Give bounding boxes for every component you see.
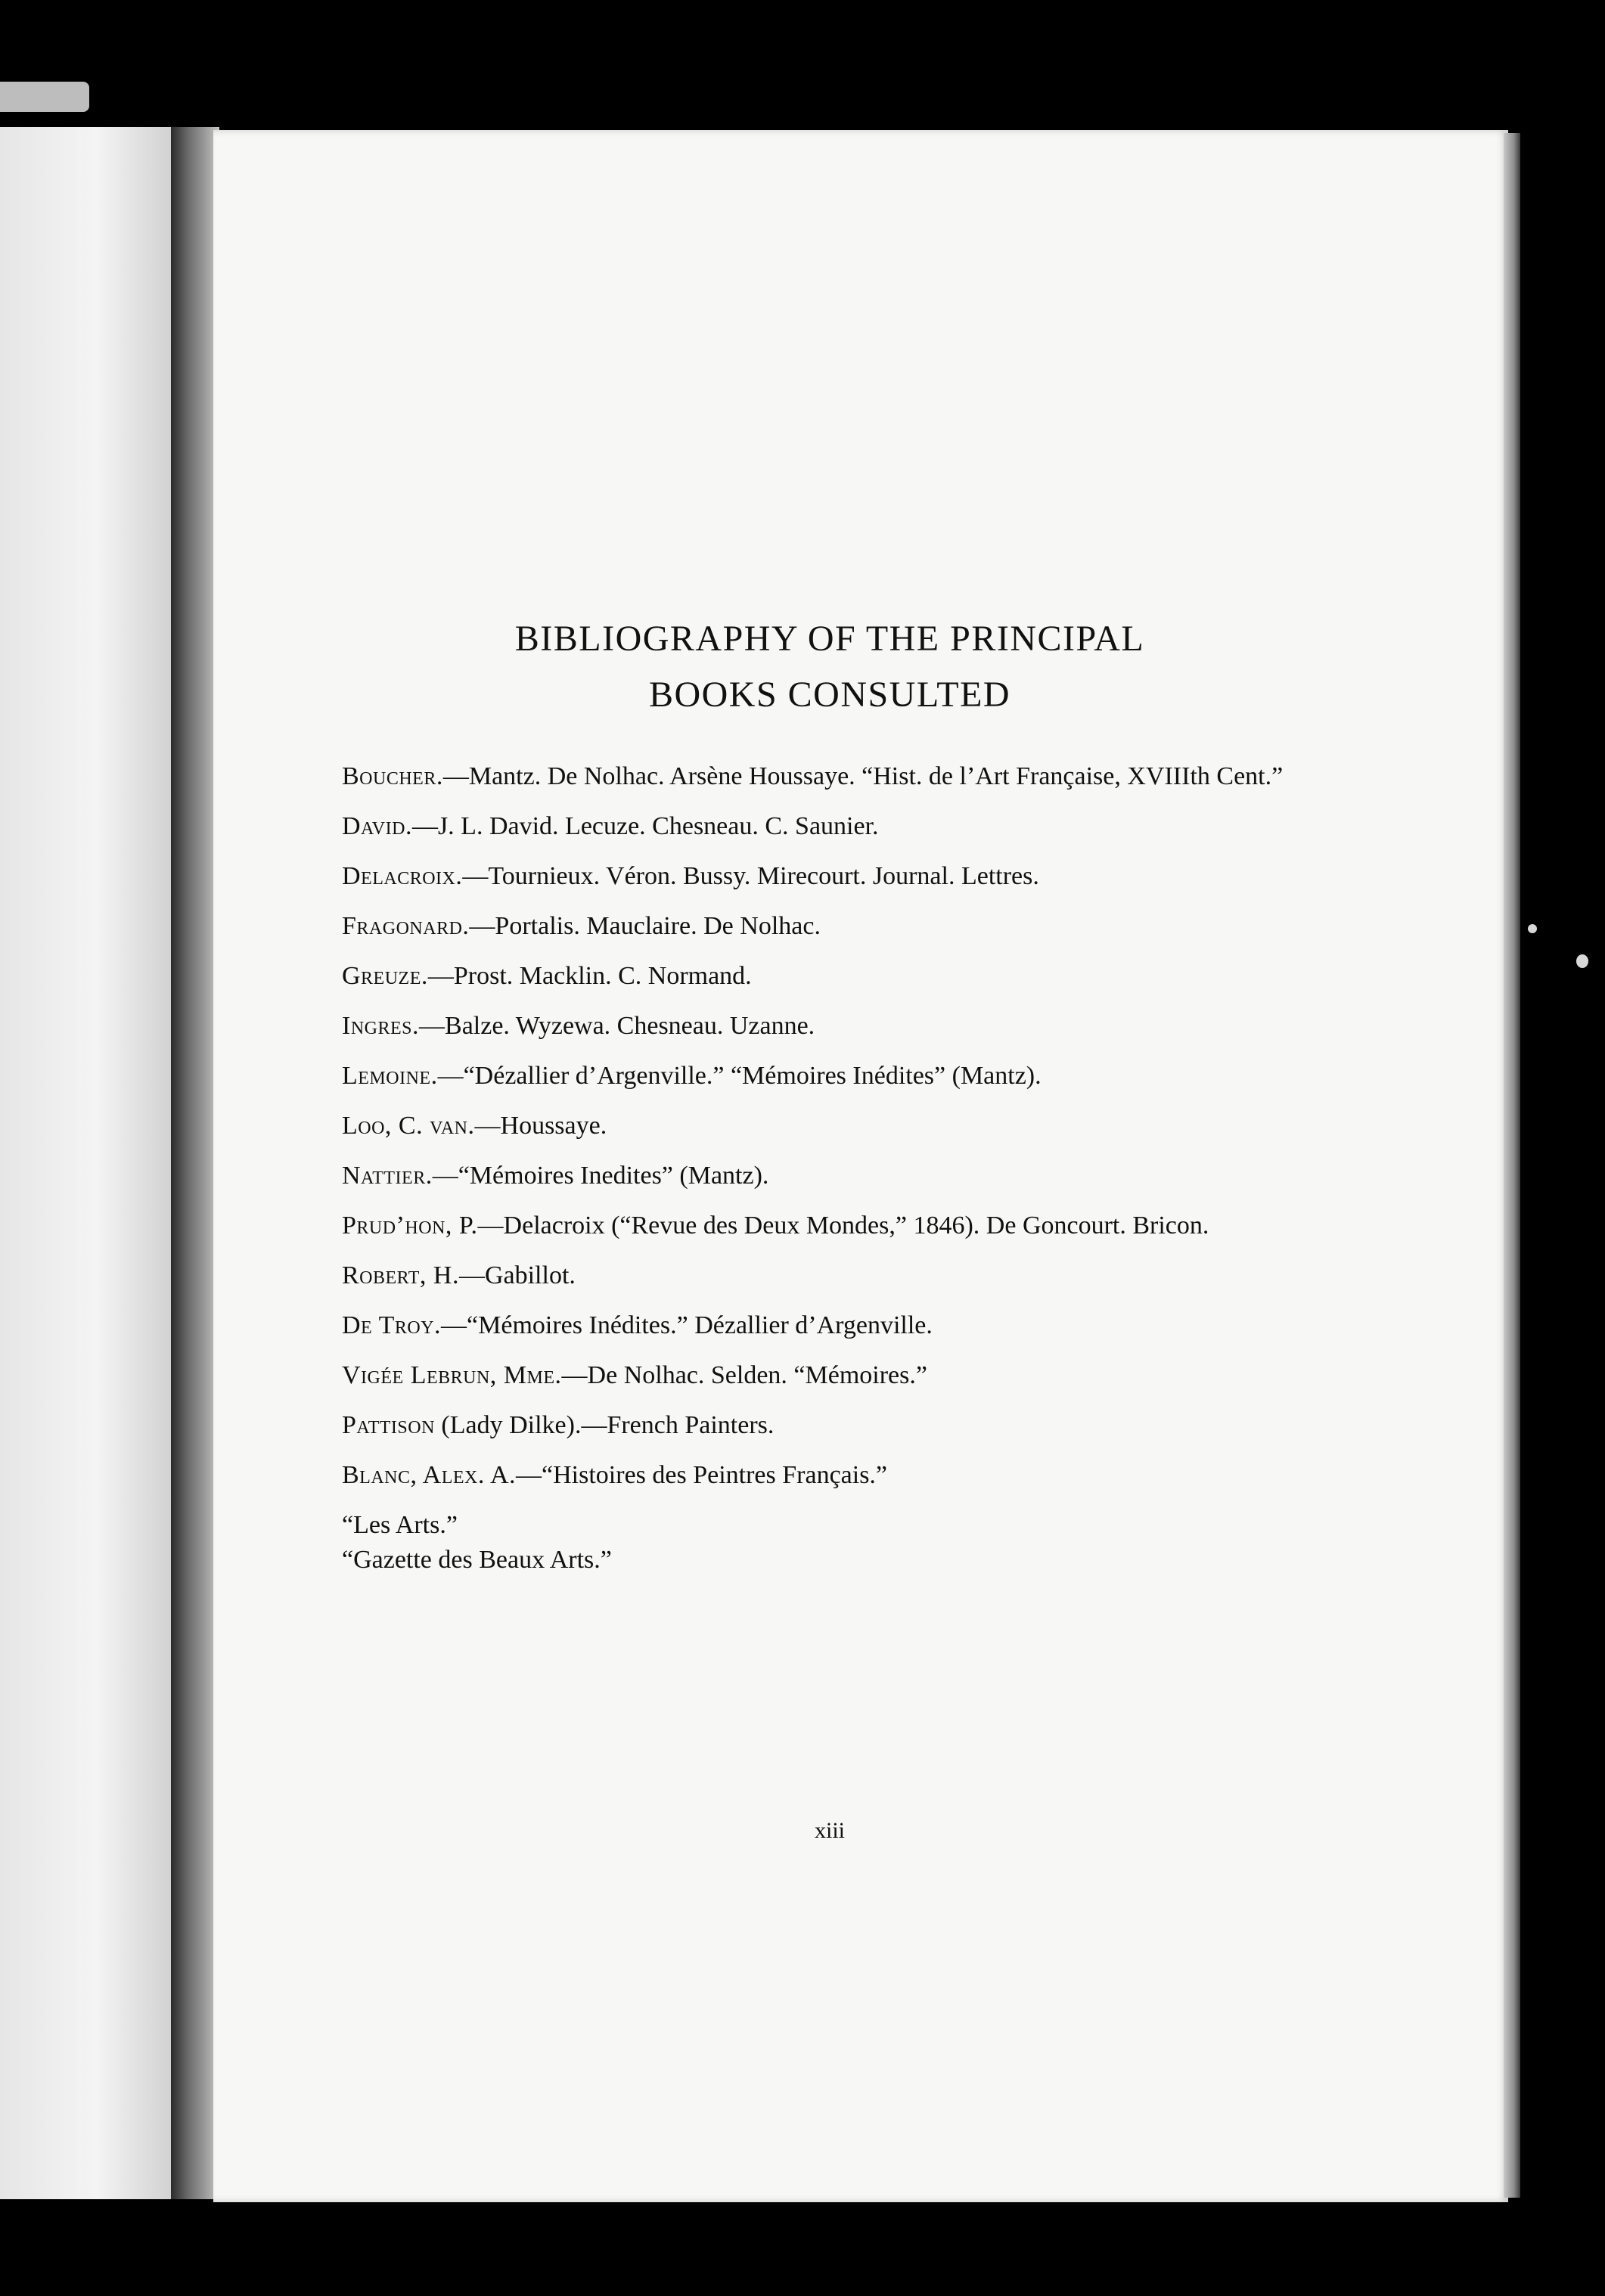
bibliography-entry [342, 1258, 1318, 1293]
entry-name: Blanc, Alex. A. [342, 1461, 517, 1489]
entry-sources: —“Mémoires Inédites.” Dézallier d’Argenville. [441, 1311, 933, 1339]
entry-sources: —Houssaye. [474, 1112, 607, 1140]
entry-name: David. [342, 812, 412, 840]
entry-sources: —Mantz. De Nolhac. Arsène Houssaye. “Hist. de l’Art Française, XVIIIth Cent.” [442, 762, 1284, 790]
dust-speck [1528, 924, 1537, 933]
page-fore-edge [1504, 133, 1520, 2198]
entry-sources: —Prost. Macklin. C. Normand. [427, 962, 752, 990]
heading-line-2: BOOKS CONSULTED [648, 675, 1011, 715]
page-number: xiii [814, 1818, 845, 1843]
entry-name: Delacroix. [342, 862, 463, 890]
bibliography-entry [342, 1059, 1318, 1094]
entry-sources: —Balze. Wyzewa. Chesneau. Uzanne. [419, 1012, 815, 1040]
bibliography-list [342, 759, 1318, 1493]
entry-name: Vigée Lebrun, Mme. [342, 1361, 562, 1389]
entry-name: Prud’hon, P. [342, 1212, 478, 1240]
entry-name: Pattison [342, 1411, 435, 1439]
entry-name: Fragonard. [342, 912, 470, 940]
bibliography-entry [342, 759, 1318, 794]
entry-name: Lemoine. [342, 1062, 438, 1090]
bibliography-entry [342, 1308, 1318, 1343]
entry-sources: —“Dézallier d’Argenville.” “Mémoires Inédites” (Mantz). [437, 1062, 1042, 1090]
bibliography-entry [342, 859, 1318, 894]
entry-name: De Troy. [342, 1311, 442, 1339]
bibliography-entry [342, 1408, 1318, 1443]
page [213, 130, 1508, 2202]
entry-sources: —De Nolhac. Selden. “Mémoires.” [561, 1361, 927, 1389]
entry-sources: —“Histoires des Peintres Français.” [516, 1461, 888, 1489]
periodical-line: “Gazette des Beaux Arts.” [342, 1546, 612, 1574]
entry-sources: —J. L. David. Lecuze. Chesneau. C. Saunier. [411, 812, 879, 840]
bibliography-entry [342, 1159, 1318, 1193]
entry-sources: —Tournieux. Véron. Bussy. Mirecourt. Journal. Lettres. [462, 862, 1039, 890]
bibliography-entry [342, 1358, 1318, 1393]
entry-name: Ingres. [342, 1012, 420, 1040]
bibliography-entry [342, 959, 1318, 994]
entry-sources: —Gabillot. [458, 1261, 576, 1289]
bibliography-entry [342, 1109, 1318, 1143]
bibliography-entry [342, 1009, 1318, 1044]
entry-sources: —Delacroix (“Revue des Deux Mondes,” 1846). De Goncourt. Bricon. [477, 1212, 1209, 1240]
bibliography-entry [342, 909, 1318, 944]
bibliography-entry [342, 1458, 1318, 1493]
entry-name: Greuze. [342, 962, 428, 990]
bibliography-entry [342, 1209, 1318, 1243]
previous-page-edge [0, 82, 89, 112]
entry-sources: —“Mémoires Inedites” (Mantz). [432, 1162, 769, 1190]
book-gutter-shadow [171, 127, 219, 2199]
heading-line-1: BIBLIOGRAPHY OF THE PRINCIPAL [514, 619, 1145, 659]
periodical-line: “Les Arts.” [342, 1511, 458, 1539]
page-content [342, 611, 1318, 1843]
previous-page-fragment [0, 127, 175, 2199]
entry-name: Loo, C. van. [342, 1112, 475, 1140]
entry-sources: —Portalis. Mauclaire. De Nolhac. [469, 912, 821, 940]
entry-sources: (Lady Dilke).—French Painters. [434, 1411, 775, 1439]
dust-speck [1576, 954, 1588, 968]
entry-name: Boucher. [342, 762, 443, 790]
entry-name: Nattier. [342, 1162, 433, 1190]
entry-name: Robert, H. [342, 1261, 459, 1289]
bibliography-entry [342, 809, 1318, 844]
page-heading [342, 611, 1318, 723]
